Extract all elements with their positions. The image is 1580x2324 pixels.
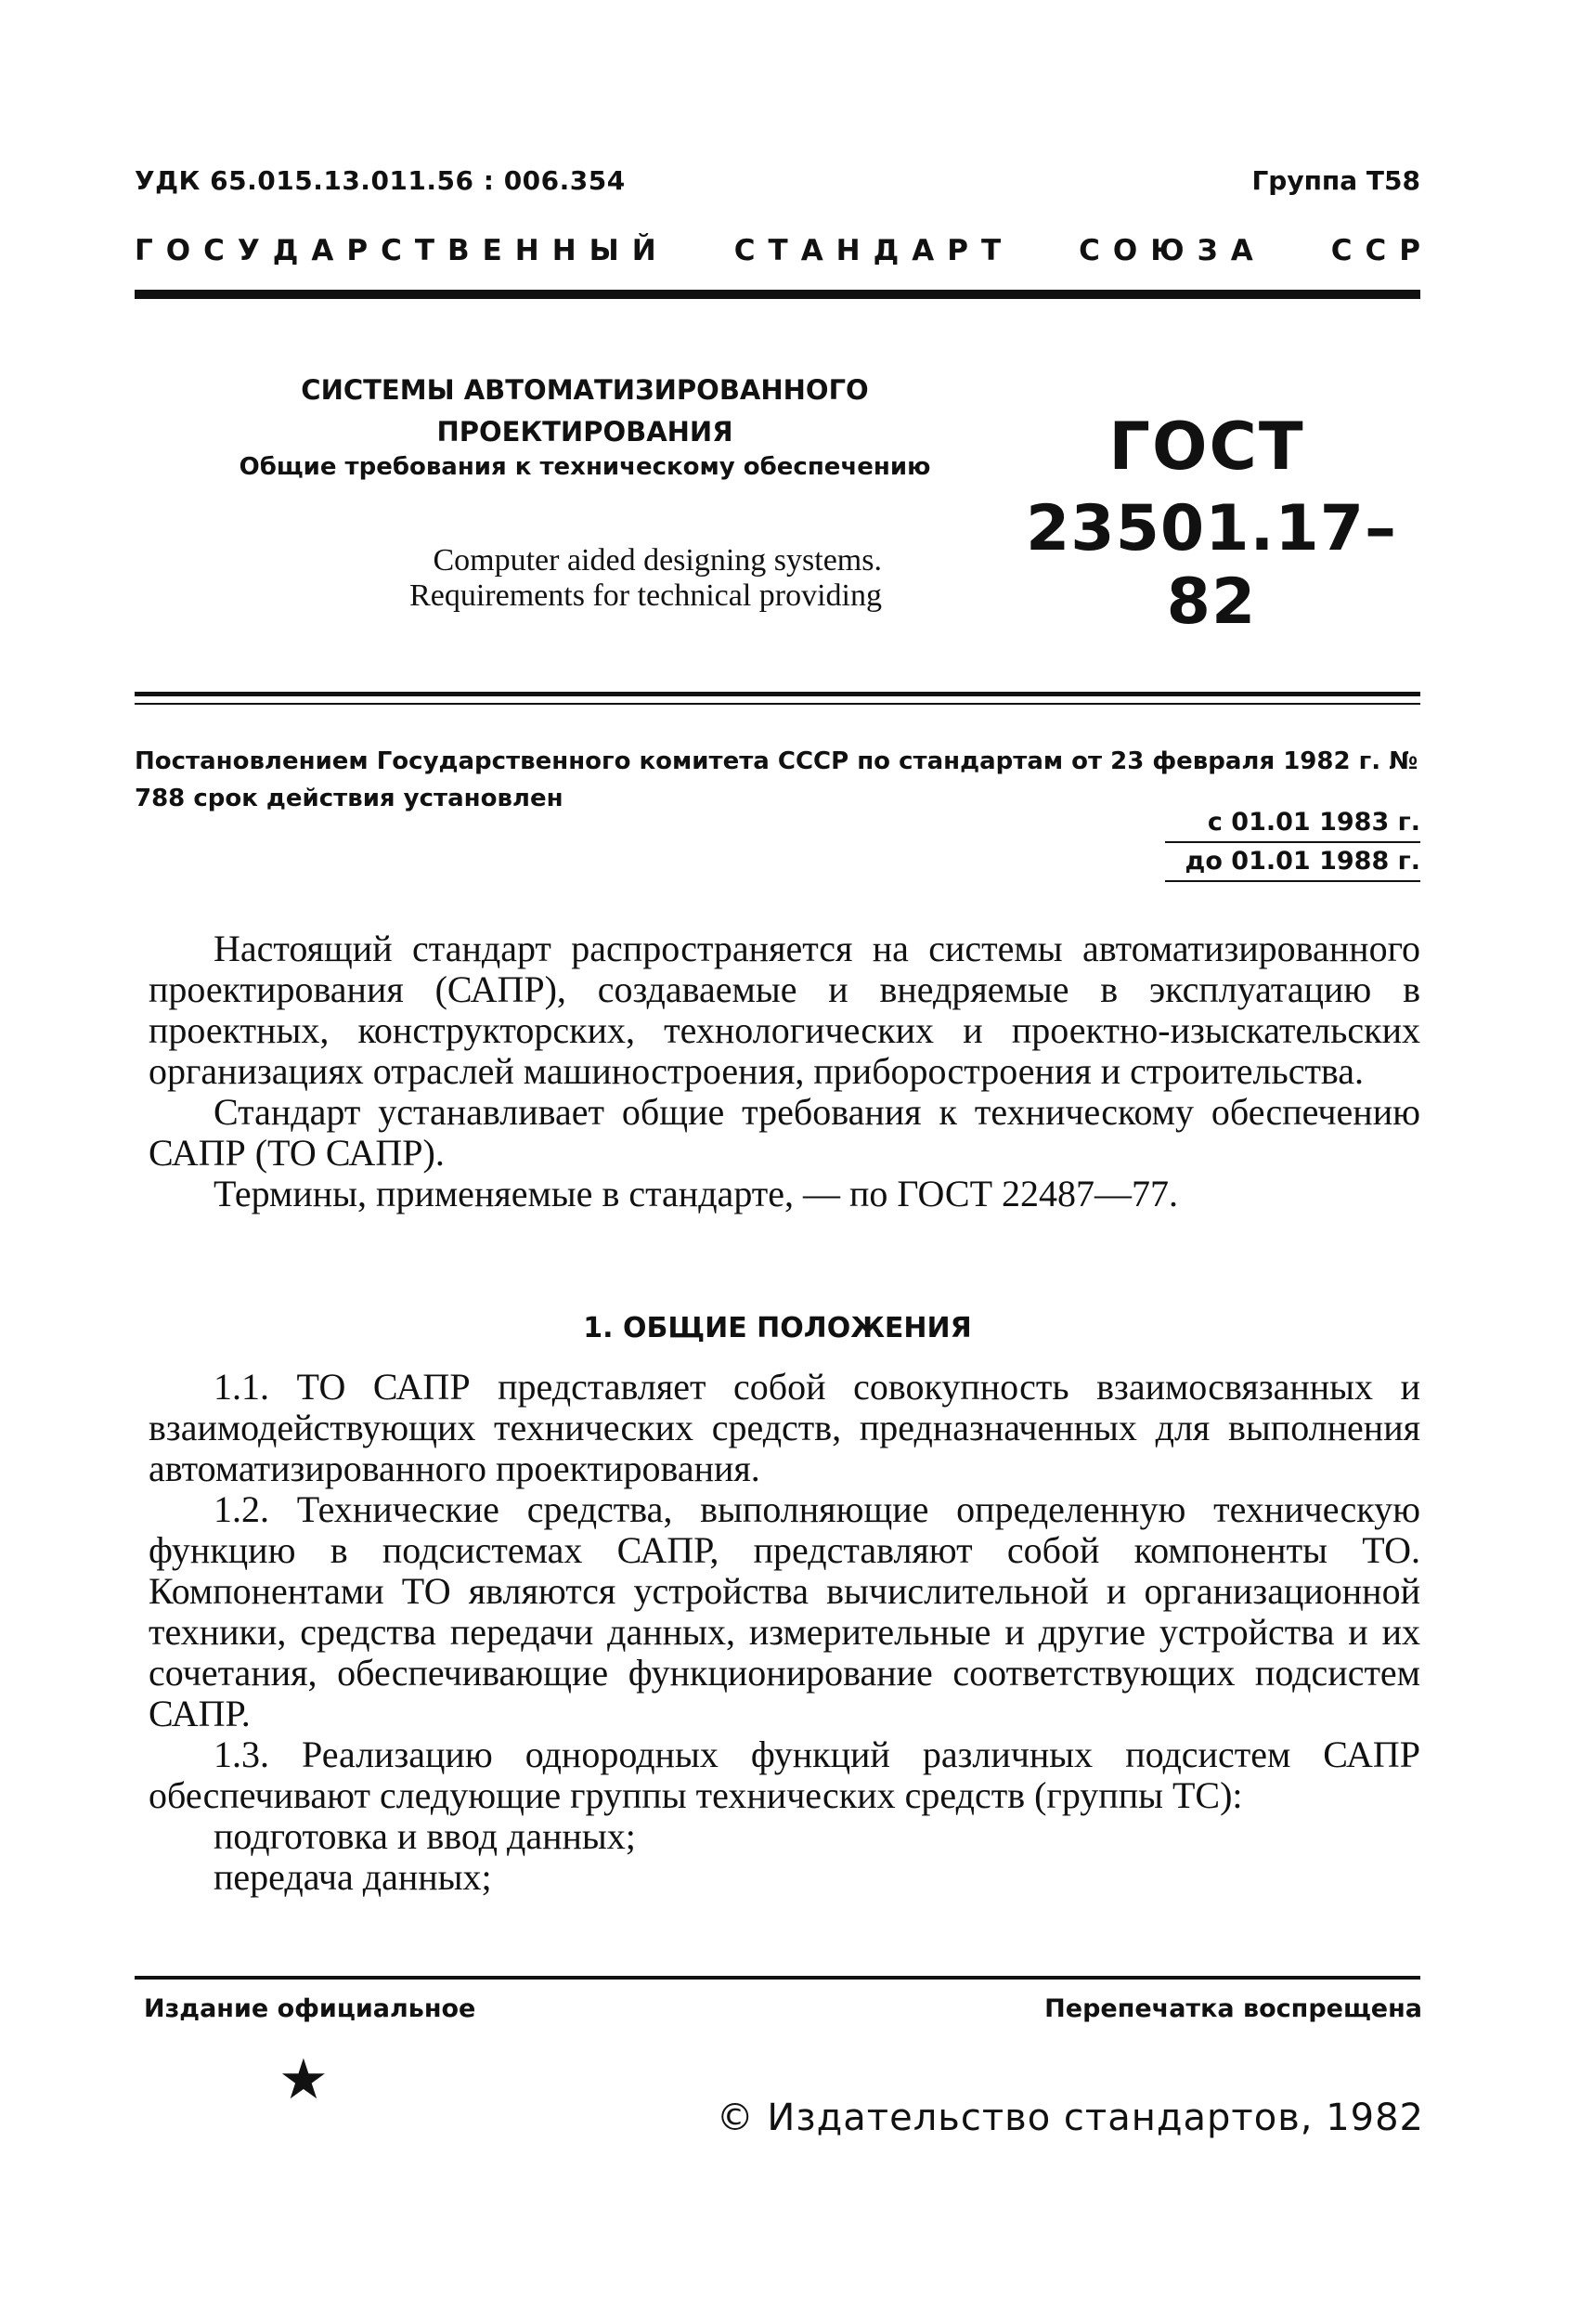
date-underline-2 (1165, 880, 1420, 882)
standard-subtitle: Общие требования к техническому обеспечению (239, 453, 931, 481)
validity-date-from: с 01.01 1983 г. (1207, 808, 1420, 837)
state-standard-title (135, 234, 1433, 267)
intro-paragraph-1: Настоящий стандарт распространяется на системы автоматизированного проектирования (САПР), создаваемые и внедряемые в эксплуатацию в проектных, конструкторских, технологических и проектно-изыскательских организациях отраслей машиностроения, приборостроения и строительства. (149, 928, 1420, 1092)
state-title-word-3: СОЮЗА (1079, 234, 1266, 267)
copyright-note: © Издательство стандартов, 1982 (716, 2097, 1424, 2139)
paragraph-1-2: 1.2. Технические средства, выполняющие определенную техническую функцию в подсистемах САПР, представляют собой компоненты ТО. Компонентами ТО являются устройства вычислительной и организационной техники, средства передачи данных, измерительные и другие устройства и их сочетания, обеспечивающие функционирование соответствующих подсистем САПР. (149, 1488, 1420, 1734)
udk-code: УДК 65.015.13.011.56 : 006.354 (135, 165, 626, 196)
title-rule-thick (135, 692, 1420, 696)
reprint-note: Перепечатка воспрещена (1044, 1994, 1422, 2023)
footer-rule (135, 1976, 1420, 1980)
decree-text: Постановлением Государственного комитета СССР по стандартам от 23 февраля 1982 г. № 788 срок действия установлен (135, 747, 1418, 812)
paragraph-1-1: 1.1. ТО САПР представляет собой совокупность взаимосвязанных и взаимодействующих технических средств, предназначенных для выполнения автоматизированного проектирования. (149, 1366, 1420, 1489)
list-item: подготовка и ввод данных; (214, 1815, 636, 1857)
title-rule-thin (135, 703, 1420, 705)
paragraph-1-3: 1.3. Реализацию однородных функций различных подсистем САПР обеспечивают следующие группы технических средств (группы ТС): (149, 1733, 1420, 1816)
standard-title (181, 370, 989, 453)
list-item: передача данных; (214, 1856, 492, 1898)
star-icon: ★ (278, 2047, 329, 2112)
state-title-word-4: ССР (1330, 234, 1433, 267)
english-title (278, 543, 882, 614)
state-title-word-1: ГОСУДАРСТВЕННЫЙ (135, 234, 669, 267)
intro-paragraph-2: Стандарт устанавливает общие требования к техническому обеспечению САПР (ТО САПР). (149, 1091, 1420, 1174)
english-title-line-1: Computer aided designing systems. (433, 543, 882, 578)
section-text (149, 1367, 1420, 1898)
intro-text (149, 928, 1420, 1214)
state-title-word-2: СТАНДАРТ (733, 234, 1015, 267)
gost-label: ГОСТ (1108, 409, 1305, 485)
group-code: Группа Т58 (1251, 165, 1420, 196)
edition-note: Издание официальное (144, 1994, 476, 2023)
standard-title-line-2: ПРОЕКТИРОВАНИЯ (436, 416, 733, 448)
date-underline-1 (1165, 841, 1420, 843)
standard-title-line-1: СИСТЕМЫ АВТОМАТИЗИРОВАННОГО (301, 374, 869, 406)
validity-date-to: до 01.01 1988 г. (1185, 847, 1420, 876)
gost-number: 23501.17–82 (1025, 492, 1398, 639)
english-title-line-2: Requirements for technical providing (409, 578, 882, 613)
intro-paragraph-3: Термины, применяемые в стандарте, — по ГОСТ 22487—77. (214, 1173, 1179, 1214)
header-rule (135, 290, 1420, 299)
section-heading: 1. ОБЩИЕ ПОЛОЖЕНИЯ (583, 1312, 972, 1344)
